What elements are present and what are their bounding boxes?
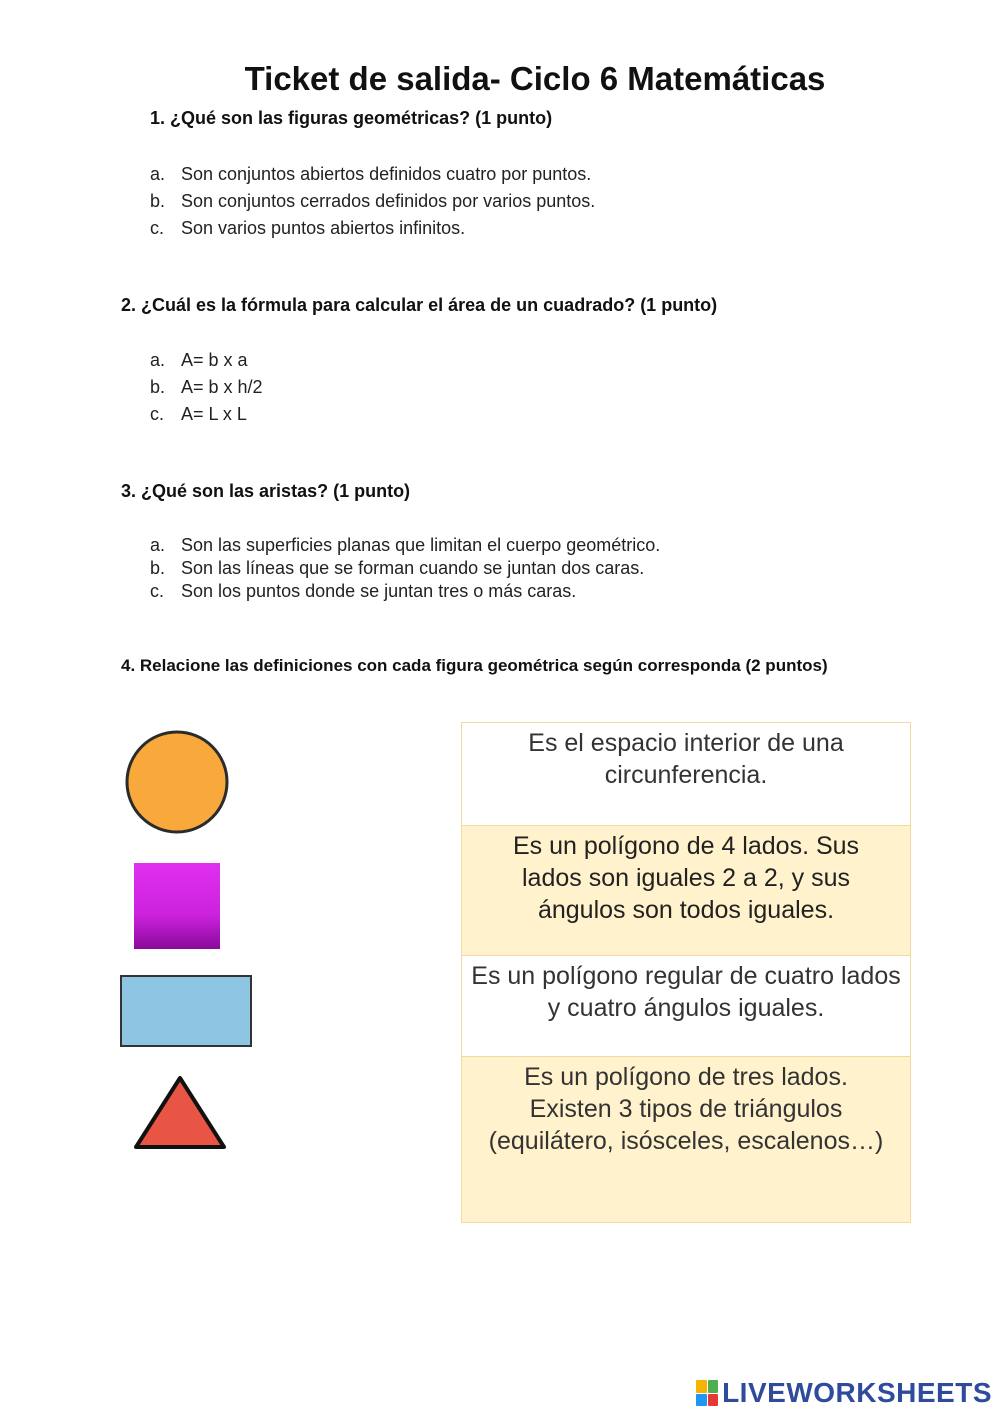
brand-logo <box>696 1377 992 1409</box>
option-2b[interactable] <box>150 374 263 401</box>
option-letter: a. <box>150 535 166 555</box>
question-3: 3. ¿Qué son las aristas? (1 punto) <box>121 481 411 501</box>
option-2a[interactable] <box>150 347 263 374</box>
definition-box-1[interactable] <box>461 722 911 826</box>
page-title: Ticket de salida- Ciclo 6 Matemáticas <box>244 60 826 97</box>
option-letter: b. <box>150 377 166 397</box>
question-2: 2. ¿Cuál es la fórmula para calcular el área de un cuadrado? (1 punto) <box>121 295 718 315</box>
definition-box-4[interactable] <box>461 1056 911 1223</box>
question-1-options <box>150 161 595 242</box>
option-letter: b. <box>150 191 166 211</box>
brand-name: LIVEWORKSHEETS <box>722 1377 992 1408</box>
option-text: A= b x h/2 <box>181 377 263 397</box>
option-text: Son los puntos donde se juntan tres o más caras. <box>181 581 577 601</box>
option-text: Son conjuntos cerrados definidos por varios puntos. <box>181 191 596 211</box>
definition-text: Es el espacio interior de una circunferencia. <box>528 729 844 789</box>
option-3b[interactable] <box>150 557 660 580</box>
option-1b[interactable] <box>150 188 595 215</box>
question-1: 1. ¿Qué son las figuras geométricas? (1 punto) <box>150 108 553 128</box>
option-text: Son las líneas que se forman cuando se juntan dos caras. <box>181 558 645 578</box>
circle-shape[interactable] <box>123 730 231 834</box>
option-text: A= L x L <box>181 404 247 424</box>
option-3a[interactable] <box>150 534 660 557</box>
triangle-shape[interactable] <box>132 1074 228 1152</box>
square-shape[interactable] <box>133 862 221 950</box>
definition-box-2[interactable] <box>461 825 911 956</box>
option-text: A= b x a <box>181 350 248 370</box>
option-letter: b. <box>150 558 166 578</box>
rectangle-icon <box>121 976 251 1046</box>
question-3-options <box>150 534 660 603</box>
option-letter: a. <box>150 164 166 184</box>
option-1a[interactable] <box>150 161 595 188</box>
question-2-options <box>150 347 263 428</box>
question-4: 4. Relacione las definiciones con cada figura geométrica según corresponda (2 puntos) <box>121 656 828 675</box>
definition-text: Es un polígono de tres lados. Existen 3 tipos de triángulos (equilátero, isósceles, escalenos…) <box>488 1063 884 1155</box>
triangle-icon <box>136 1078 224 1147</box>
definition-text: Es un polígono regular de cuatro lados y cuatro ángulos iguales. <box>471 962 901 1022</box>
option-letter: c. <box>150 218 165 238</box>
rectangle-shape[interactable] <box>120 975 254 1049</box>
option-1c[interactable] <box>150 215 595 242</box>
liveworksheets-icon <box>696 1380 718 1406</box>
option-text: Son conjuntos abiertos definidos cuatro por puntos. <box>181 164 592 184</box>
square-icon <box>134 863 220 949</box>
option-2c[interactable] <box>150 401 263 428</box>
option-letter: a. <box>150 350 166 370</box>
circle-icon <box>127 732 227 832</box>
option-text: Son las superficies planas que limitan el cuerpo geométrico. <box>181 535 661 555</box>
definition-text: Es un polígono de 4 lados. Sus lados son iguales 2 a 2, y sus ángulos son todos iguales. <box>512 832 860 924</box>
option-3c[interactable] <box>150 580 660 603</box>
option-text: Son varios puntos abiertos infinitos. <box>181 218 466 238</box>
option-letter: c. <box>150 581 165 601</box>
option-letter: c. <box>150 404 165 424</box>
definition-box-3[interactable] <box>461 955 911 1057</box>
